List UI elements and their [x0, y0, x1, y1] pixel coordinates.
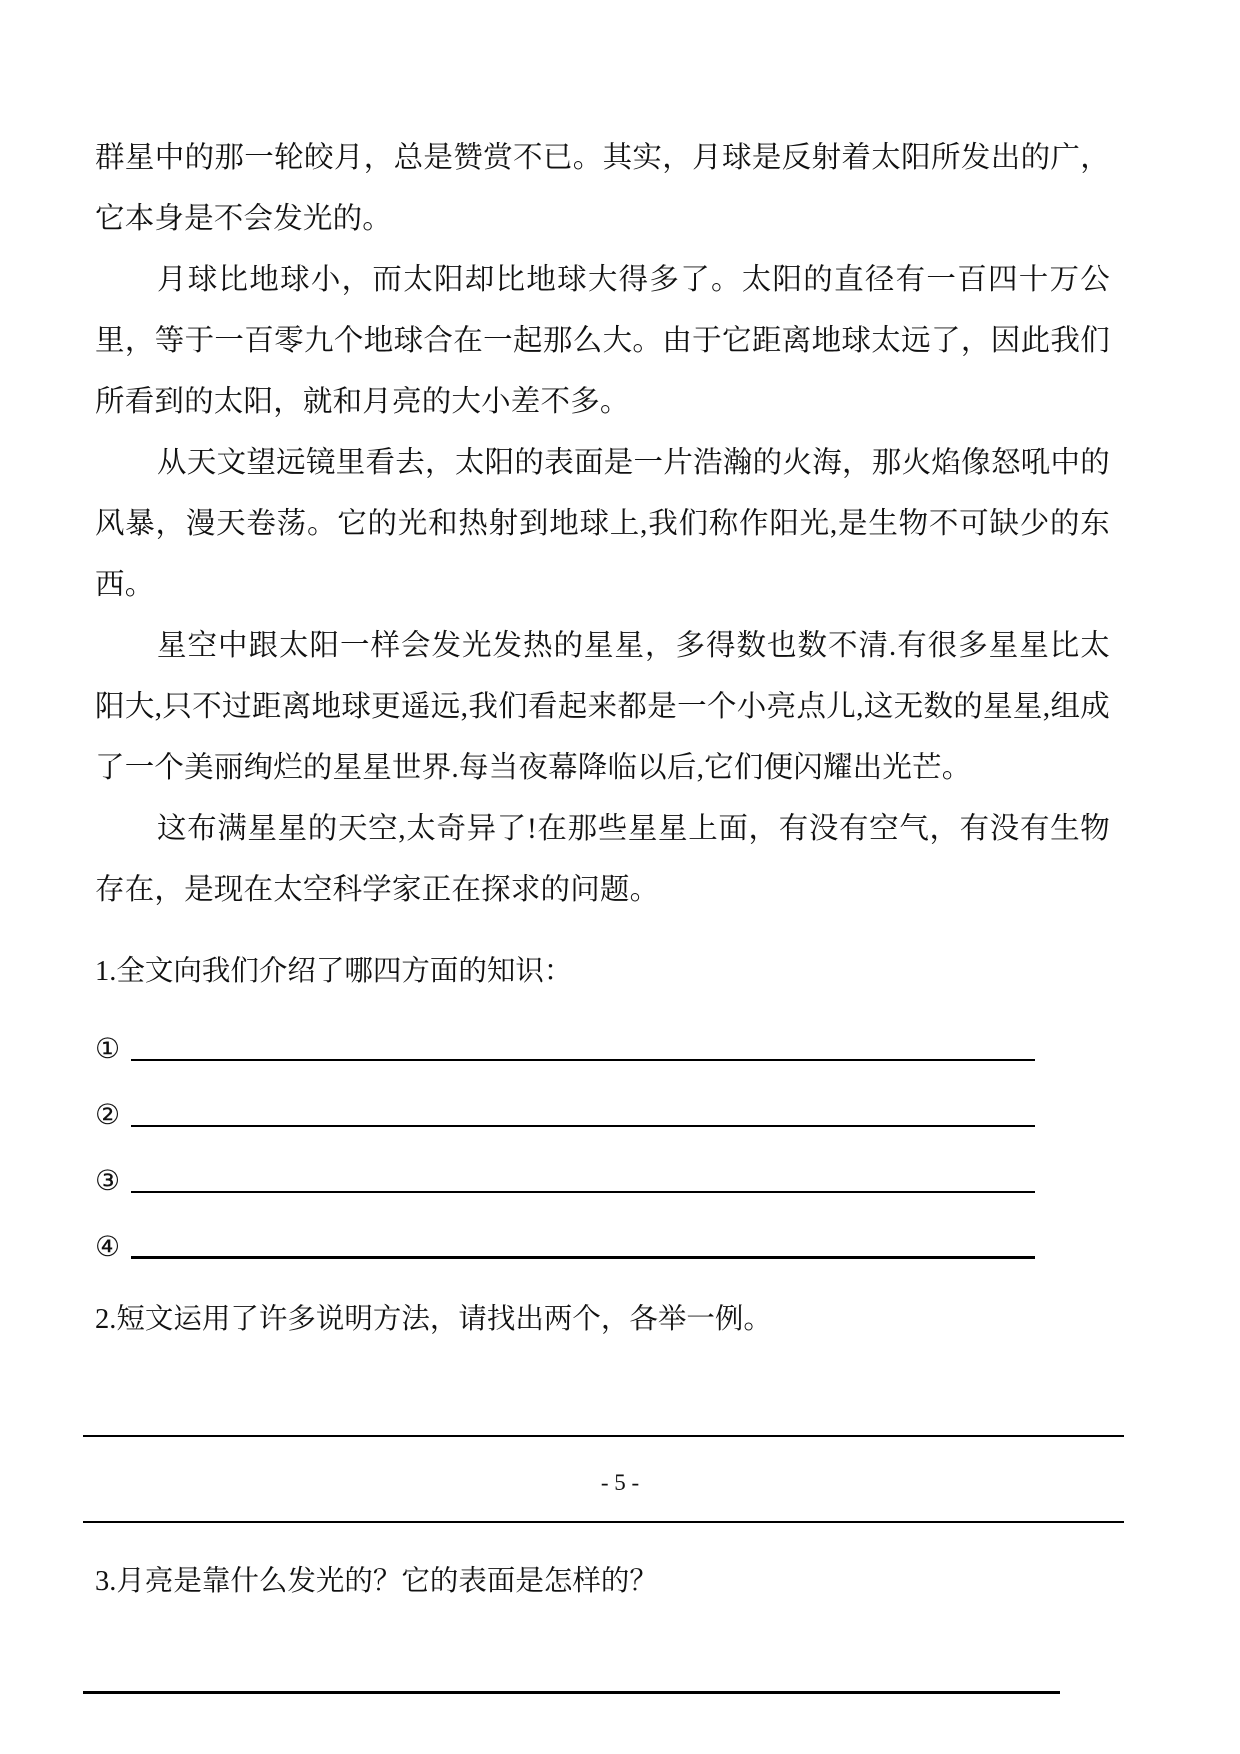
- paragraph-2: 月球比地球小，而太阳却比地球大得多了。太阳的直径有一百四十万公里，等于一百零九个地球合在一起那么大。由于它距离地球太远了，因此我们所看到的太阳，就和月亮的大小差不多。: [95, 264, 1110, 418]
- blank-marker-4: ④: [95, 1232, 121, 1263]
- answer-rule-q2-2[interactable]: [83, 1521, 1124, 1523]
- answer-blank-1[interactable]: [95, 1011, 1110, 1067]
- blank-rule-2[interactable]: [131, 1125, 1035, 1127]
- paragraph-4: 星空中跟太阳一样会发光发热的星星，多得数也数不清.有很多星星比太阳大,只不过距离地球更遥远,我们看起来都是一个小亮点儿,这无数的星星,组成了一个美丽绚烂的星星世界.每当夜幕降临以后,它们便闪耀出光芒。: [95, 630, 1110, 784]
- blank-rule-3[interactable]: [131, 1191, 1035, 1193]
- answer-blank-4[interactable]: [95, 1209, 1110, 1265]
- page-content: [95, 128, 1110, 1694]
- blank-rule-4[interactable]: [131, 1256, 1035, 1259]
- blank-rule-1[interactable]: [131, 1059, 1035, 1061]
- answer-space-q3-1: [95, 1611, 1110, 1691]
- question-3-text: 3.月亮是靠什么发光的？它的表面是怎样的？: [95, 1566, 658, 1597]
- answer-blank-2[interactable]: [95, 1077, 1110, 1133]
- blank-marker-3: ③: [95, 1166, 121, 1197]
- paragraph-5: 这布满星星的天空,太奇异了!在那些星星上面，有没有空气，有没有生物存在，是现在太空科学家正在探求的问题。: [95, 813, 1110, 906]
- answer-blank-3[interactable]: [95, 1143, 1110, 1199]
- answer-space-q2-1: [95, 1349, 1110, 1435]
- paragraph-1: 群星中的那一轮皎月，总是赞赏不已。其实，月球是反射着太阳所发出的广，它本身是不会发光的。: [95, 142, 1110, 235]
- blank-marker-2: ②: [95, 1100, 121, 1131]
- question-1-text: 1.全文向我们介绍了哪四方面的知识：: [95, 956, 573, 987]
- answer-rule-q3-1[interactable]: [83, 1691, 1060, 1694]
- page-number: - 5 -: [600, 1470, 640, 1495]
- question-2-text: 2.短文运用了许多说明方法，请找出两个，各举一例。: [95, 1304, 772, 1335]
- blank-marker-1: ①: [95, 1034, 121, 1065]
- paragraph-3: 从天文望远镜里看去，太阳的表面是一片浩瀚的火海，那火焰像怒吼中的风暴，漫天卷荡。它的光和热射到地球上,我们称作阳光,是生物不可缺少的东西。: [95, 447, 1110, 601]
